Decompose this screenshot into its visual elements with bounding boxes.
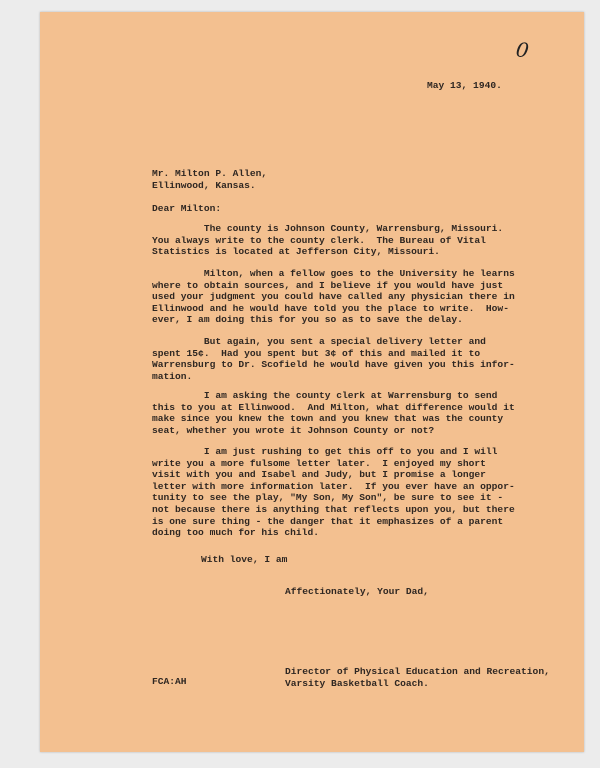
paragraph-line: where to obtain sources, and I believe if you would have just	[152, 279, 504, 291]
paragraph-line: mation.	[152, 370, 193, 382]
closing-line: With love, I am	[201, 554, 288, 565]
sender-title	[285, 666, 550, 689]
paragraph-line: visit with you and Isabel and Judy, but I promise a longer	[152, 469, 486, 481]
paragraph-line: doing too much for his child.	[152, 527, 319, 539]
paragraph-line: make since you knew the town and you knew that was the county	[152, 413, 504, 425]
paragraph-line: ever, I am doing this for you so as to save the delay.	[152, 314, 463, 326]
paragraph-line: Warrensburg to Dr. Scofield he would have given you this infor-	[152, 359, 515, 371]
recipient-city-line: Ellinwood, Kansas.	[152, 179, 256, 191]
paragraph-line: Milton, when a fellow goes to the University he learns	[152, 268, 515, 279]
sender-title-line-1: Director of Physical Education and Recreation,	[285, 666, 550, 677]
paragraph-4	[152, 390, 515, 436]
paragraph-line: The county is Johnson County, Warrensburg, Missouri.	[152, 223, 504, 234]
paragraph-1	[152, 223, 503, 258]
paragraph-line: seat, whether you wrote it Johnson County or not?	[152, 424, 435, 436]
paragraph-line: is one sure thing - the danger that it emphasizes of a parent	[152, 515, 504, 527]
paragraph-line: letter with more information later. If you ever have an oppor-	[152, 480, 515, 492]
paragraph-line: this to you at Ellinwood. And Milton, what difference would it	[152, 401, 515, 413]
paragraph-line: I am asking the county clerk at Warrensburg to send	[152, 390, 498, 401]
paragraph-line: spent 15¢. Had you spent but 3¢ of this and mailed it to	[152, 347, 481, 359]
paragraph-line: write you a more fulsome letter later. I enjoyed my short	[152, 457, 486, 469]
paragraph-line: used your judgment you could have called any physician there in	[152, 291, 515, 303]
paragraph-line: Statistics is located at Jefferson City, Missouri.	[152, 246, 440, 258]
paragraph-3	[152, 336, 515, 382]
paragraph-5	[152, 446, 515, 539]
paragraph-line: I am just rushing to get this off to you and I will	[152, 446, 498, 457]
recipient-name-line: Mr. Milton P. Allen,	[152, 168, 268, 179]
paragraph-line: Ellinwood and he would have told you the place to write. How-	[152, 302, 509, 314]
letter-date: May 13, 1940.	[427, 80, 502, 91]
signature-line: Affectionately, Your Dad,	[285, 586, 429, 597]
paragraph-2	[152, 268, 515, 326]
paragraph-line: not because there is anything that reflects upon you, but there	[152, 503, 515, 515]
paragraph-line: But again, you sent a special delivery letter and	[152, 336, 486, 347]
salutation: Dear Milton:	[152, 203, 222, 214]
sender-title-line-2: Varsity Basketball Coach.	[285, 677, 429, 689]
recipient-address	[152, 168, 267, 191]
paragraph-line: tunity to see the play, "My Son, My Son", be sure to see it -	[152, 492, 504, 504]
handwritten-page-mark: 0	[514, 37, 531, 63]
paragraph-line: You always write to the county clerk. The Bureau of Vital	[152, 234, 486, 246]
typist-initials: FCA:AH	[152, 676, 187, 687]
